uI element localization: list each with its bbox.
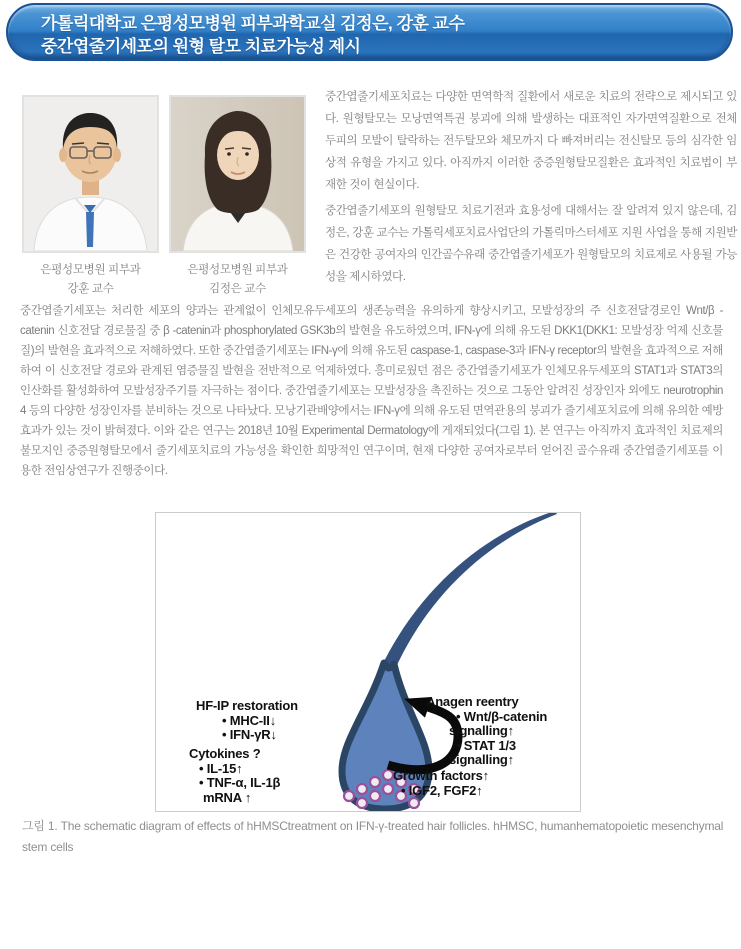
body-paragraph: 중간엽줄기세포는 처리한 세포의 양과는 관계없이 인체모유두세포의 생존능력을 유의하게 향상시키고, 모발성장의 주 신호전달경로인 Wnt/β -catenin 신호전달 경로물질 중 β -catenin과 phosphorylated GSK3b의 발현을 유도하였으며, IFN-γ에 의해 유도된 DKK1(DKK1: 모발성장 억제 신호물질)의 발현을 효과적으로 저해하였다. 또한 중간엽줄기세포는 IFN-γ에 의해 유도된 caspase-1, caspase-3과 IFN-γ receptor의 발현을 효과적으로 저해하여 이 신호전달 경로와 관계된 염증물질 발현을 전반적으로 억제하였다. 흥미로웠던 점은 중간엽줄기세포가 인체모유두세포의 STAT1과 STAT3의 인산화를 활성화하여 모발성장주기를 자극하는 점이다. 중간엽줄기세포는 모발성장을 촉진하는 것으로 그동안 알려진 성장인자 외에도 neurotrophin 4 등의 다양한 성장인자를 분비하는 것으로 나타났다. 모낭기관배양에서는 IFN-γ에 의해 유도된 면역관용의 붕괴가 줄기세포치료에 의해 유의한 예방효과가 있는 것이 밝혀졌다. 이와 같은 연구는 2018년 10월 Experimental Dermatology에 게재되었다(그림 1). 본 연구는 아직까지 효과적인 치료제의 불모지인 중증원형탈모에서 줄기세포치료의 가능성을 확인한 희망적인 연구이며, 현재 다양한 공여자로부터 얻어진 골수유래 중간엽줄기세포를 이용한 전임상연구가 진행중이다.	[20, 305, 723, 477]
figure-1-diagram	[155, 512, 581, 812]
growth-item-igf2: • IGF2, FGF2↑	[401, 782, 483, 798]
label-anagen-reentry	[424, 695, 547, 768]
photo-caption-kang	[22, 261, 159, 299]
label-cytokines	[189, 747, 280, 805]
hf-ip-item-ifnr: • IFN-γR↓	[222, 727, 277, 742]
header-title-line1: 가톨릭대학교 은평성모병원 피부과학교실 김정은, 강훈 교수	[41, 14, 465, 33]
anagen-item-stat: • STAT 1/3	[456, 737, 516, 753]
hf-ip-title: HF-IP restoration	[196, 698, 298, 713]
photo-caption-kim	[169, 261, 306, 299]
photo-caption-kim-line1: 은평성모병원 피부과	[187, 264, 288, 276]
intro-paragraph-1: 중간엽줄기세포치료는 다양한 면역학적 질환에서 새로운 치료의 전략으로 제시되고 있다. 원형탈모는 모낭면역특권 붕괴에 의해 발생하는 대표적인 자가면역질환으로 전체 두피의 모발이 탈락하는 전두탈모와 체모까지 다 빠져버리는 전신탈모 등의 심각한 임상적 유형을 가지고 있다. 아직까지 이러한 중증원형탈모질환은 효과적인 치료법이 부재한 것이 현실이다.	[325, 91, 737, 191]
intro-paragraph-2: 중간엽줄기세포의 원형탈모 치료기전과 효용성에 대해서는 잘 알려져 있지 않은데, 김정은, 강훈 교수는 가톨릭세포치료사업단의 가톨릭마스터세포 지원 사업을 통해 지원받은 건강한 공여자의 인간골수유래 중간엽줄기세포가 원형탈모의 치료제로 사용될 가능성을 제시하였다.	[325, 205, 737, 283]
header-banner	[6, 3, 733, 61]
hair-shaft	[377, 513, 557, 681]
label-growth-factors	[393, 769, 489, 798]
label-hf-ip-restoration	[192, 699, 298, 743]
cytokines-title: Cytokines ?	[189, 746, 261, 761]
photo-caption-kang-line2: 강훈 교수	[67, 283, 114, 295]
figure-caption: 그림 1. The schematic diagram of effects of hHMSCtreatment on IFN-γ-treated hair follicles. hHMSC, humanhematopoietic mesenchymal stem cells	[22, 819, 724, 854]
hf-ip-item-mhc: • MHC-II↓	[222, 712, 277, 728]
photo-kang-illustration	[24, 97, 157, 251]
cytokines-item-mrna: mRNA ↑	[203, 789, 252, 805]
professor-photo-kang	[22, 95, 159, 253]
photo-caption-kang-line1: 은평성모병원 피부과	[40, 264, 141, 276]
header-title-line2: 중간엽줄기세포의 원형 탈모 치료가능성 제시	[41, 37, 361, 56]
growth-title: Growth factors↑	[393, 768, 489, 783]
anagen-item-wnt: • Wnt/β-catenin	[456, 708, 548, 724]
anagen-title: Anagen reentry	[426, 694, 519, 709]
professor-photo-kim	[169, 95, 306, 253]
cytokines-item-tnf: • TNF-α, IL-1β	[199, 775, 281, 790]
anagen-item-wnt-signalling: signalling↑	[449, 723, 514, 738]
anagen-item-stat-signalling: signalling↑	[449, 752, 514, 767]
photo-kim-illustration	[171, 97, 304, 251]
cytokines-item-il15: • IL-15↑	[199, 760, 243, 776]
photo-caption-kim-line2: 김정은 교수	[209, 283, 266, 295]
